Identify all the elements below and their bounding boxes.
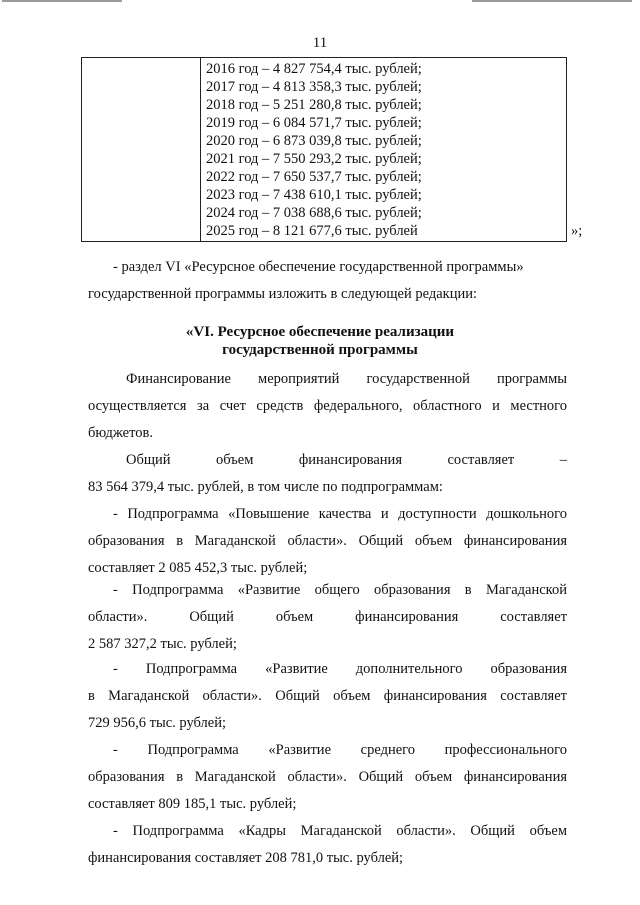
heading-line: «VI. Ресурсное обеспечение реализации <box>185 324 455 340</box>
closing-quote: »; <box>571 223 583 239</box>
paragraph-line: осуществляется за счет средств федерального, областного и местного <box>88 398 567 414</box>
intro-line: - раздел VI «Ресурсное обеспечение государственной программы» <box>113 259 524 275</box>
table-column-divider <box>200 58 201 241</box>
paragraph-line: Общий объем финансирования составляет – <box>126 452 567 468</box>
paragraph-line: составляет 2 085 452,3 тыс. рублей; <box>88 560 308 576</box>
paragraph-line: 83 564 379,4 тыс. рублей, в том числе по подпрограммам: <box>88 479 443 495</box>
page-number: 11 <box>312 35 328 51</box>
funding-year-row: 2019 год – 6 084 571,7 тыс. рублей; <box>206 115 422 131</box>
funding-year-list <box>206 60 422 240</box>
section-heading <box>0 323 640 359</box>
funding-table <box>81 57 567 242</box>
funding-year-row: 2024 год – 7 038 688,6 тыс. рублей; <box>206 205 422 221</box>
paragraph-line: образования в Магаданской области». Общий объем финансирования <box>88 533 567 549</box>
paragraph-line: финансирования составляет 208 781,0 тыс. рублей; <box>88 850 404 866</box>
paragraph-line: - Подпрограмма «Развитие среднего профессионального <box>113 742 567 758</box>
paragraph-line: - Подпрограмма «Развитие дополнительного образования <box>113 661 567 677</box>
paragraph-line: области». Общий объем финансирования составляет <box>88 609 567 625</box>
paragraph-line: Финансирование мероприятий государственной программы <box>126 371 567 387</box>
paragraph-line: 729 956,6 тыс. рублей; <box>88 715 226 731</box>
funding-year-row: 2020 год – 6 873 039,8 тыс. рублей; <box>206 133 422 149</box>
scan-edge-mark-left <box>2 0 122 2</box>
funding-year-row: 2017 год – 4 813 358,3 тыс. рублей; <box>206 79 422 95</box>
funding-year-row: 2023 год – 7 438 610,1 тыс. рублей; <box>206 187 422 203</box>
scan-edge-mark-right <box>472 0 632 2</box>
funding-year-row: 2021 год – 7 550 293,2 тыс. рублей; <box>206 151 422 167</box>
paragraph-line: составляет 809 185,1 тыс. рублей; <box>88 796 297 812</box>
paragraph-line: бюджетов. <box>88 425 153 441</box>
paragraph-line: - Подпрограмма «Повышение качества и доступности дошкольного <box>113 506 567 522</box>
paragraph-line: 2 587 327,2 тыс. рублей; <box>88 636 237 652</box>
paragraph-line: - Подпрограмма «Развитие общего образования в Магаданской <box>113 582 567 598</box>
intro-line: государственной программы изложить в следующей редакции: <box>88 286 478 302</box>
paragraph-line: - Подпрограмма «Кадры Магаданской области». Общий объем <box>113 823 567 839</box>
paragraph-line: в Магаданской области». Общий объем финансирования составляет <box>88 688 567 704</box>
paragraph-line: образования в Магаданской области». Общий объем финансирования <box>88 769 567 785</box>
funding-year-row: 2022 год – 7 650 537,7 тыс. рублей; <box>206 169 422 185</box>
funding-year-row: 2018 год – 5 251 280,8 тыс. рублей; <box>206 97 422 113</box>
funding-year-row: 2016 год – 4 827 754,4 тыс. рублей; <box>206 61 422 77</box>
heading-line: государственной программы <box>222 342 418 358</box>
funding-year-row: 2025 год – 8 121 677,6 тыс. рублей <box>206 223 418 239</box>
